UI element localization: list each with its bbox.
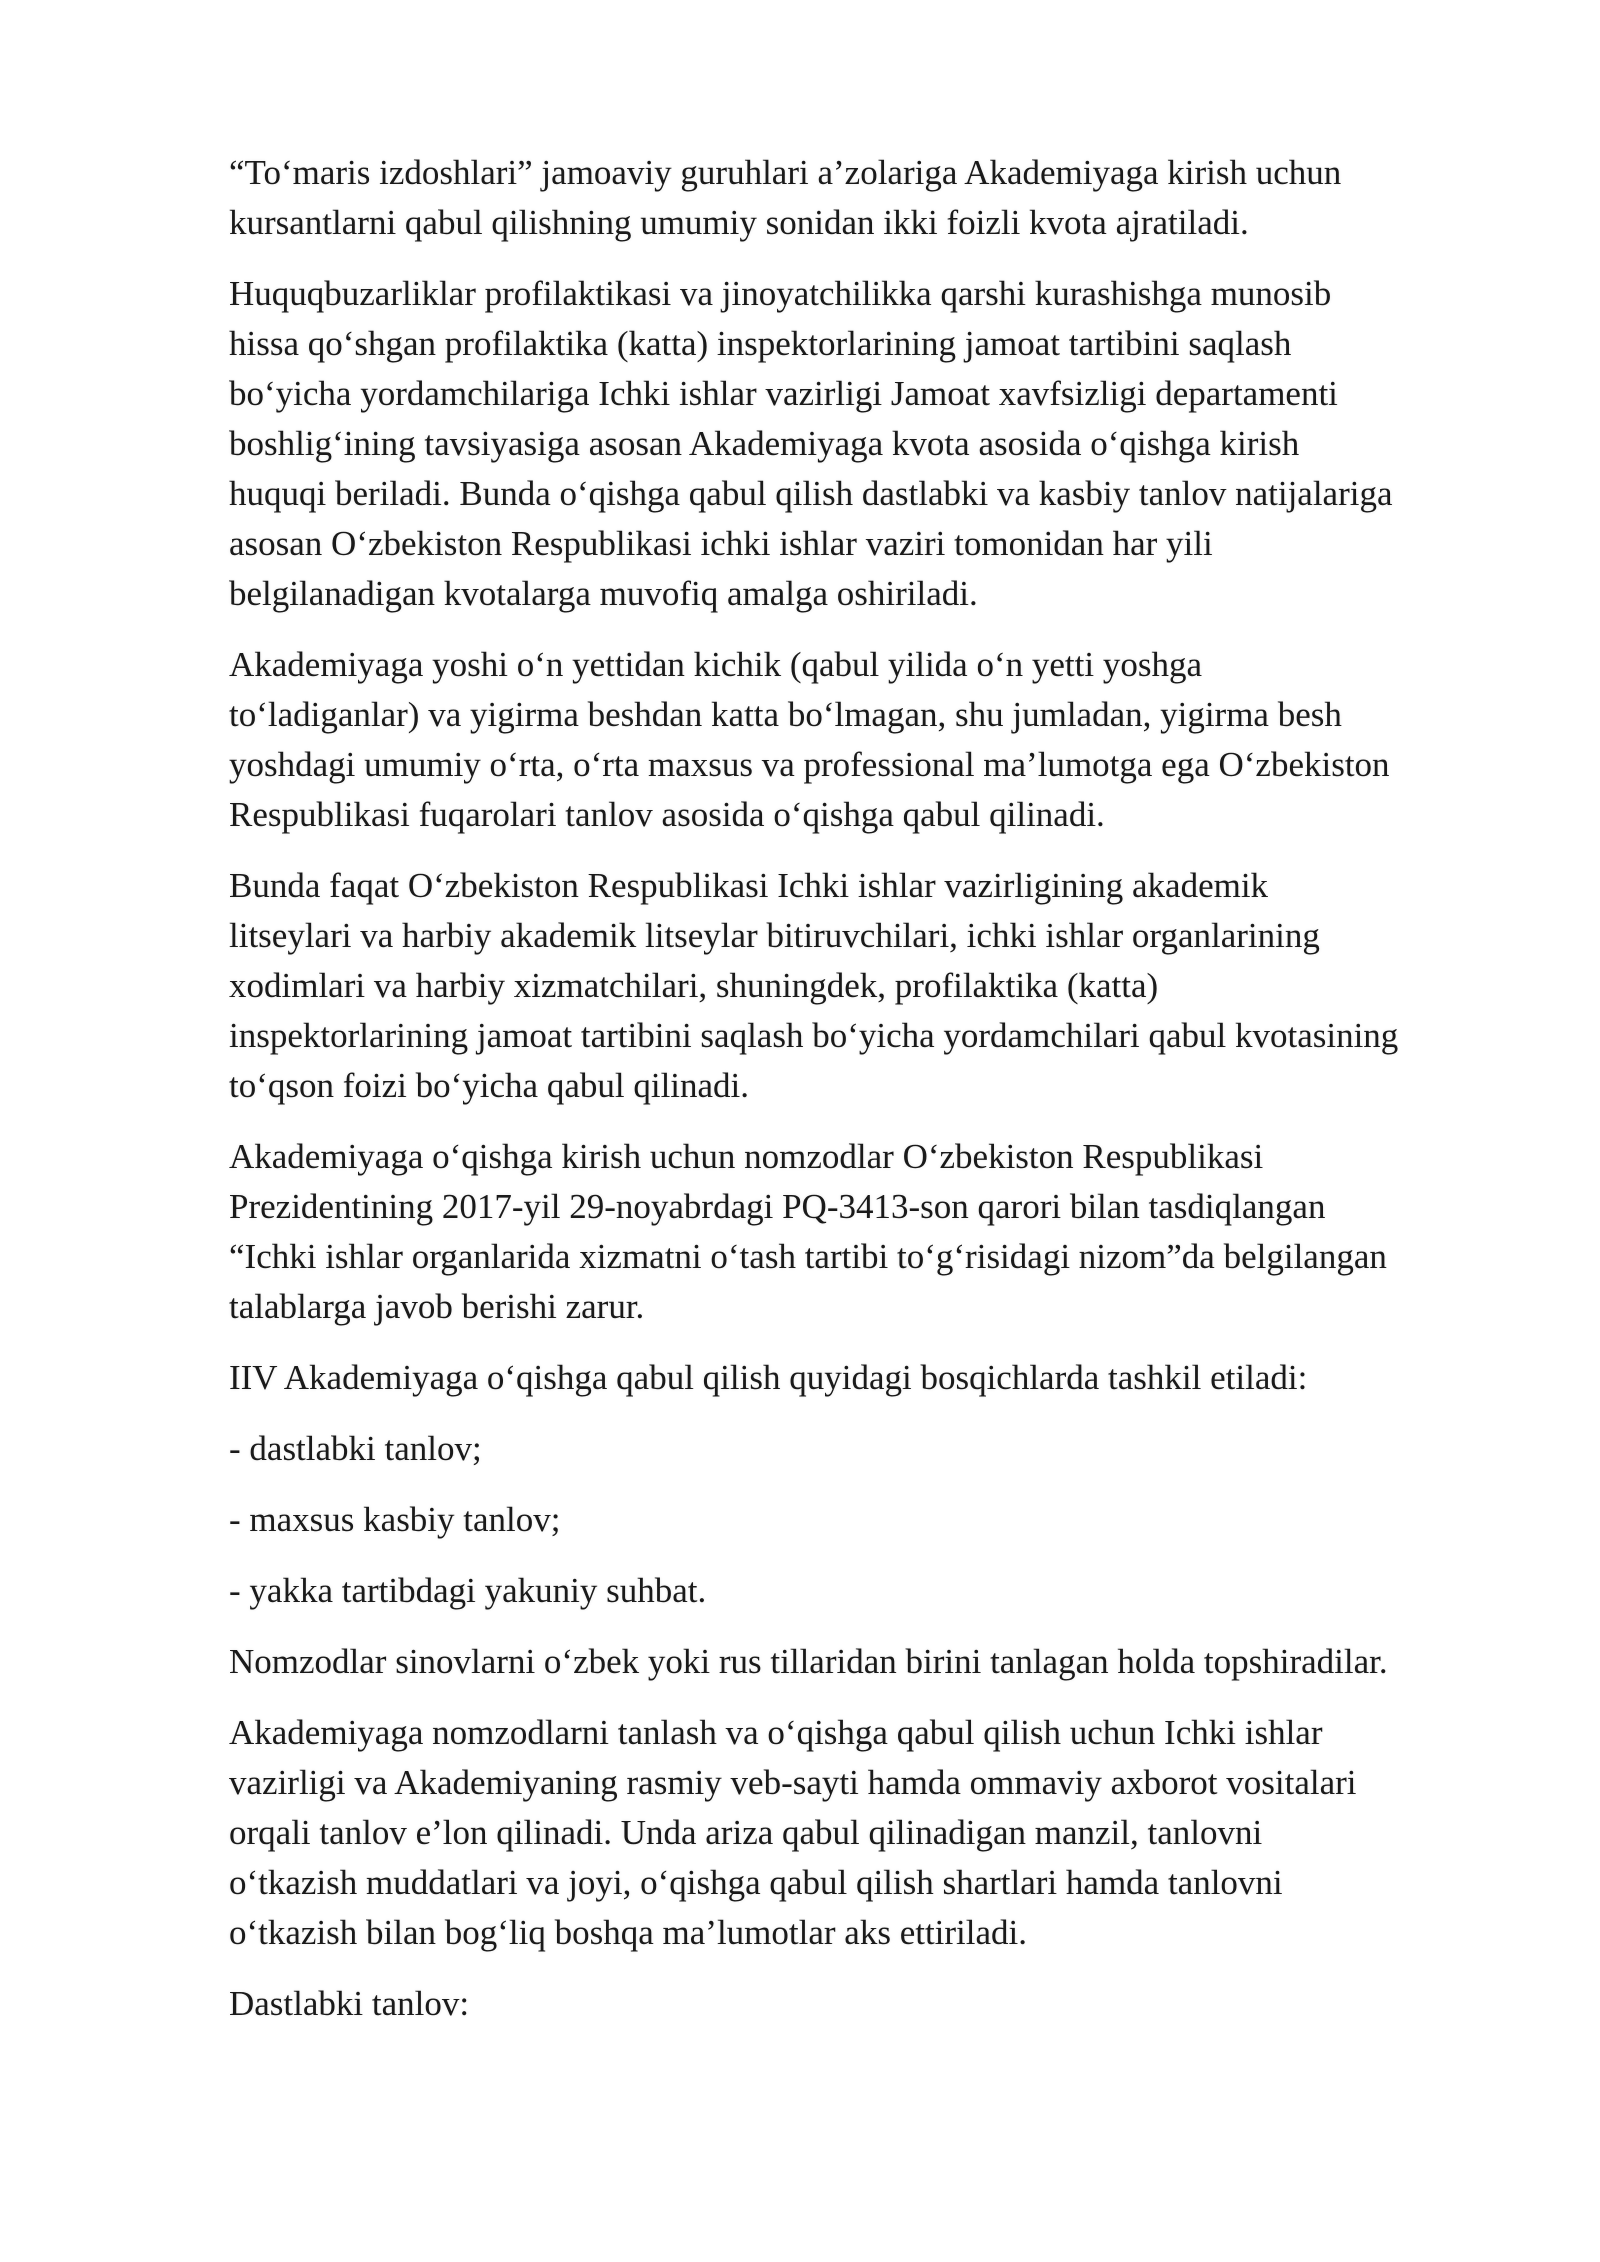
text-line: talablarga javob berishi zarur.: [229, 1287, 645, 1326]
document-body: [229, 148, 1529, 2050]
paragraph: [229, 1708, 1529, 1958]
paragraph: [229, 148, 1529, 248]
text-line: IIV Akademiyaga o‘qishga qabul qilish quyidagi bosqichlarda tashkil etiladi:: [229, 1358, 1308, 1397]
text-line: xodimlari va harbiy xizmatchilari, shuningdek, profilaktika (katta): [229, 966, 1159, 1005]
text-line: Bunda faqat O‘zbekiston Respublikasi Ichki ishlar vazirligining akademik: [229, 866, 1269, 905]
paragraph: [229, 1637, 1529, 1687]
paragraph: [229, 1353, 1529, 1403]
text-line: Respublikasi fuqarolari tanlov asosida o‘qishga qabul qilinadi.: [229, 795, 1105, 834]
text-line: Dastlabki tanlov:: [229, 1984, 470, 2023]
text-line: inspektorlarining jamoat tartibini saqlash bo‘yicha yordamchilari qabul kvotasining: [229, 1016, 1399, 1055]
text-line: Nomzodlar sinovlarni o‘zbek yoki rus tillaridan birini tanlagan holda topshiradilar.: [229, 1642, 1388, 1681]
paragraph: [229, 1132, 1529, 1332]
text-line: bo‘yicha yordamchilariga Ichki ishlar vazirligi Jamoat xavfsizligi departamenti: [229, 374, 1338, 413]
text-line: Prezidentining 2017-yil 29-noyabrdagi PQ-3413-son qarori bilan tasdiqlangan: [229, 1187, 1326, 1226]
text-line: vazirligi va Akademiyaning rasmiy veb-sayti hamda ommaviy axborot vositalari: [229, 1763, 1357, 1802]
text-line: o‘tkazish bilan bog‘liq boshqa ma’lumotlar aks ettiriladi.: [229, 1913, 1028, 1952]
text-line: litseylari va harbiy akademik litseylar bitiruvchilari, ichki ishlar organlarining: [229, 916, 1320, 955]
text-line: orqali tanlov e’lon qilinadi. Unda ariza qabul qilinadigan manzil, tanlovni: [229, 1813, 1263, 1852]
text-line: asosan O‘zbekiston Respublikasi ichki ishlar vaziri tomonidan har yili: [229, 524, 1213, 563]
text-line: Akademiyaga o‘qishga kirish uchun nomzodlar O‘zbekiston Respublikasi: [229, 1137, 1264, 1176]
text-line: - maxsus kasbiy tanlov;: [229, 1500, 561, 1539]
text-line: - dastlabki tanlov;: [229, 1429, 482, 1468]
paragraph: [229, 640, 1529, 840]
text-line: Akademiyaga nomzodlarni tanlash va o‘qishga qabul qilish uchun Ichki ishlar: [229, 1713, 1323, 1752]
list-item: [229, 1495, 1529, 1545]
list-item: [229, 1566, 1529, 1616]
text-line: huquqi beriladi. Bunda o‘qishga qabul qilish dastlabki va kasbiy tanlov natijalariga: [229, 474, 1393, 513]
list-item: [229, 1424, 1529, 1474]
text-line: Huquqbuzarliklar profilaktikasi va jinoyatchilikka qarshi kurashishga munosib: [229, 274, 1332, 313]
text-line: - yakka tartibdagi yakuniy suhbat.: [229, 1571, 707, 1610]
text-line: boshlig‘ining tavsiyasiga asosan Akademiyaga kvota asosida o‘qishga kirish: [229, 424, 1300, 463]
text-line: hissa qo‘shgan profilaktika (katta) inspektorlarining jamoat tartibini saqlash: [229, 324, 1292, 363]
text-line: yoshdagi umumiy o‘rta, o‘rta maxsus va professional ma’lumotga ega O‘zbekiston: [229, 745, 1390, 784]
text-line: “Ichki ishlar organlarida xizmatni o‘tash tartibi to‘g‘risidagi nizom”da belgilangan: [229, 1237, 1387, 1276]
text-line: kursantlarni qabul qilishning umumiy sonidan ikki foizli kvota ajratiladi.: [229, 203, 1249, 242]
text-line: to‘qson foizi bo‘yicha qabul qilinadi.: [229, 1066, 750, 1105]
text-line: o‘tkazish muddatlari va joyi, o‘qishga qabul qilish shartlari hamda tanlovni: [229, 1863, 1283, 1902]
text-line: to‘ladiganlar) va yigirma beshdan katta bo‘lmagan, shu jumladan, yigirma besh: [229, 695, 1342, 734]
text-line: “To‘maris izdoshlari” jamoaviy guruhlari a’zolariga Akademiyaga kirish uchun: [229, 153, 1342, 192]
section-heading: [229, 1979, 1529, 2029]
paragraph: [229, 861, 1529, 1111]
text-line: belgilanadigan kvotalarga muvofiq amalga oshiriladi.: [229, 574, 978, 613]
paragraph: [229, 269, 1529, 619]
text-line: Akademiyaga yoshi o‘n yettidan kichik (qabul yilida o‘n yetti yoshga: [229, 645, 1202, 684]
